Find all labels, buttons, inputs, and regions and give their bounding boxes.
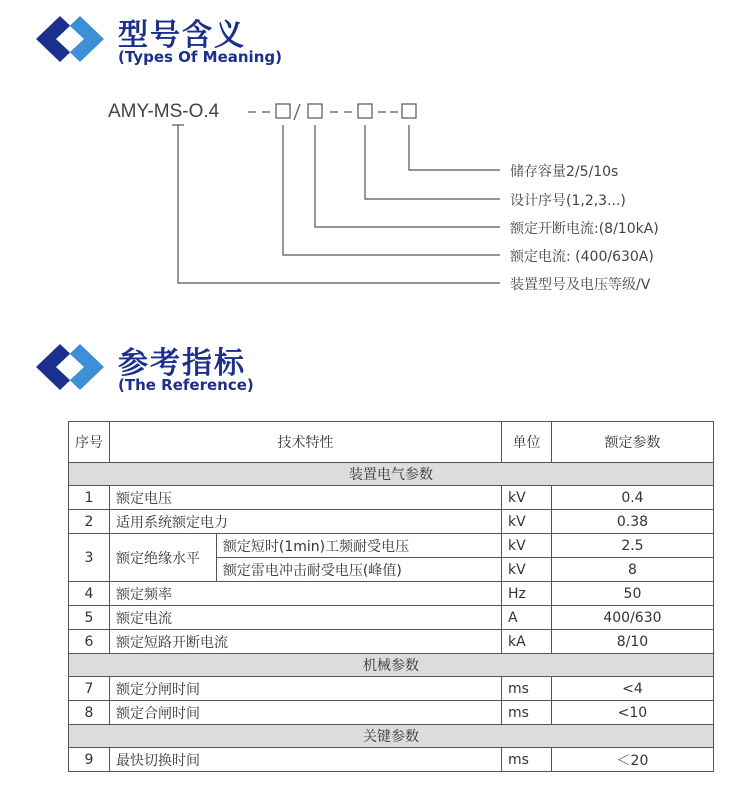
row-no: 1 xyxy=(69,486,110,510)
row-name: 额定电压 xyxy=(110,486,502,510)
diamond-logo-icon xyxy=(34,342,106,392)
row-value: 8 xyxy=(551,558,713,582)
row-no: 7 xyxy=(69,677,110,701)
table-row xyxy=(69,534,714,558)
row-subname: 额定雷电冲击耐受电压(峰值) xyxy=(216,558,501,582)
legend-item: 储存容量2/5/10s xyxy=(510,164,619,180)
row-name: 最快切换时间 xyxy=(110,748,502,772)
header-unit: 单位 xyxy=(502,422,552,463)
section-header-types xyxy=(34,10,334,70)
row-no: 2 xyxy=(69,510,110,534)
row-unit: kV xyxy=(502,486,552,510)
row-value: <4 xyxy=(551,677,713,701)
placeholder-box xyxy=(358,104,372,118)
row-unit: ms xyxy=(502,677,552,701)
spec-table xyxy=(68,421,714,772)
model-code: AMY-MS-O.4 xyxy=(108,101,220,122)
row-no: 5 xyxy=(69,606,110,630)
header-no: 序号 xyxy=(69,422,110,463)
row-unit: kA xyxy=(502,630,552,654)
legend-item: 额定开断电流:(8/10kA) xyxy=(510,221,659,237)
row-name: 额定频率 xyxy=(110,582,502,606)
row-value: 2.5 xyxy=(551,534,713,558)
group-row xyxy=(69,725,714,748)
table-row xyxy=(69,606,714,630)
table-row xyxy=(69,701,714,725)
placeholder-box xyxy=(276,104,290,118)
section-title: 参考指标 xyxy=(118,346,246,381)
row-subname: 额定短时(1min)工频耐受电压 xyxy=(216,534,501,558)
row-name: 额定合闸时间 xyxy=(110,701,502,725)
placeholder-box xyxy=(402,104,416,118)
row-no: 6 xyxy=(69,630,110,654)
row-no: 4 xyxy=(69,582,110,606)
row-unit: ms xyxy=(502,748,552,772)
row-value: ＜20 xyxy=(551,748,713,772)
section-subtitle: (Types Of Meaning) xyxy=(118,48,282,66)
legend-item: 设计序号(1,2,3...) xyxy=(510,193,626,209)
table-row xyxy=(69,748,714,772)
diamond-logo-icon xyxy=(34,14,106,64)
row-unit: Hz xyxy=(502,582,552,606)
group-label: 机械参数 xyxy=(69,654,714,677)
table-row xyxy=(69,510,714,534)
row-name: 适用系统额定电力 xyxy=(110,510,502,534)
header-feature: 技术特性 xyxy=(110,422,502,463)
row-unit: kV xyxy=(502,558,552,582)
section-subtitle: (The Reference) xyxy=(118,376,254,394)
table-row xyxy=(69,677,714,701)
row-no: 9 xyxy=(69,748,110,772)
row-unit: A xyxy=(502,606,552,630)
table-row xyxy=(69,630,714,654)
header-value: 额定参数 xyxy=(551,422,713,463)
row-name: 额定短路开断电流 xyxy=(110,630,502,654)
row-unit: kV xyxy=(502,510,552,534)
legend-item: 装置型号及电压等级/V xyxy=(510,277,651,293)
section-header-reference xyxy=(34,338,334,398)
row-name: 额定绝缘水平 xyxy=(110,534,217,582)
row-value: 50 xyxy=(551,582,713,606)
model-diagram xyxy=(0,92,739,302)
row-unit: ms xyxy=(502,701,552,725)
row-no: 8 xyxy=(69,701,110,725)
group-label: 装置电气参数 xyxy=(69,463,714,486)
row-name: 额定分闸时间 xyxy=(110,677,502,701)
group-row xyxy=(69,463,714,486)
row-value: 400/630 xyxy=(551,606,713,630)
row-value: 8/10 xyxy=(551,630,713,654)
table-row xyxy=(69,486,714,510)
table-header-row xyxy=(69,422,714,463)
row-name: 额定电流 xyxy=(110,606,502,630)
section-title: 型号含义 xyxy=(118,18,246,53)
placeholder-box xyxy=(308,104,322,118)
group-row xyxy=(69,654,714,677)
row-value: <10 xyxy=(551,701,713,725)
row-value: 0.4 xyxy=(551,486,713,510)
row-value: 0.38 xyxy=(551,510,713,534)
table-row xyxy=(69,582,714,606)
row-unit: kV xyxy=(502,534,552,558)
row-no: 3 xyxy=(69,534,110,582)
group-label: 关键参数 xyxy=(69,725,714,748)
legend-item: 额定电流: (400/630A) xyxy=(510,249,654,265)
